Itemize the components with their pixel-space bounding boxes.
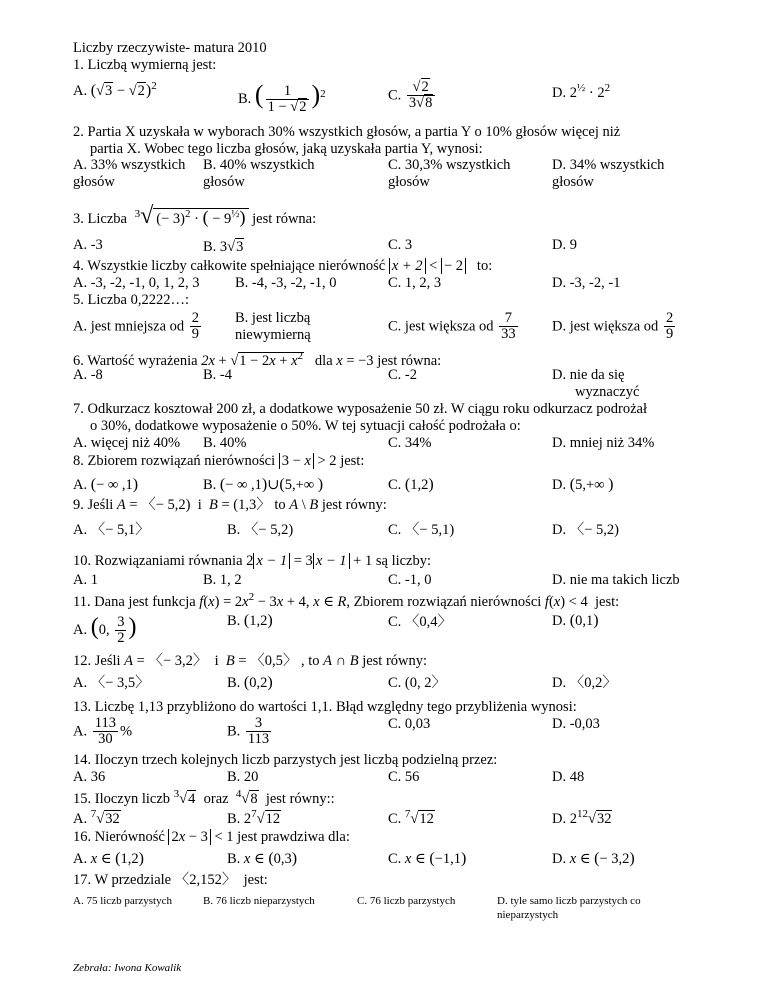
q5-option-c: C. jest większa od $\frac{7}{33}$ (388, 310, 516, 343)
q10-option-a: A. 1 (73, 572, 98, 588)
page-title: Liczby rzeczywiste- matura 2010 (73, 40, 267, 56)
q9-option-b: B. 〈− 5,2) (227, 522, 294, 538)
q15-stem: 15. Iloczyn liczb $^3$√4 oraz $^4$√8 jest równy:: (73, 788, 335, 807)
q3-option-c: C. 3 (388, 237, 413, 253)
q11-stem: 11. Dana jest funkcja $f(x) = 2x^2 - 3x + 4$, x ∈ R, Zbiorem rozwiązań nierówności f(x) < 4 jest: (73, 591, 620, 610)
q4-option-d: D. -3, -2, -1 (552, 275, 621, 291)
q7-option-b: B. 40% (203, 435, 247, 451)
q6-option-a: A. -8 (73, 367, 103, 383)
q7-option-d: D. mniej niż 34% (552, 435, 655, 451)
q9-stem: 9. Jeśli A = 〈− 5,2) i B = (1,3〉 to A \ B jest równy: (73, 497, 387, 513)
q7-option-a: A. więcej niż 40% (73, 435, 181, 451)
q14-option-d: D. 48 (552, 769, 585, 785)
q17-option-b: B. 76 liczb nieparzystych (203, 895, 315, 907)
q2-option-c-tail: głosów (388, 174, 430, 190)
q16-option-a: A. x ∈ (1,2) (73, 850, 144, 867)
q3-option-d: D. 9 (552, 237, 577, 253)
q6-option-b: B. -4 (203, 367, 232, 383)
q7-stem-2: o 30%, dodatkowe wyposażenie o 50%. W tej sytuacji całość podrożała o: (90, 418, 521, 434)
q8-option-c: C. (1,2) (388, 476, 434, 493)
q2-stem-1: 2. Partia X uzyskała w wyborach 30% wszystkich głosów, a partia Y o 10% głosów więcej niż (73, 124, 621, 140)
q12-option-c: C. (0, 2〉 (388, 675, 446, 691)
q5-option-d: D. jest większa od $\frac{2}{9}$ (552, 310, 674, 343)
q8-stem: 8. Zbiorem rozwiązań nierówności 3 − x > 2 jest: (73, 453, 365, 469)
q2-option-a: A. 33% wszystkich (73, 157, 186, 173)
q14-stem: 14. Iloczyn trzech kolejnych liczb parzystych jest liczbą podzielną przez: (73, 752, 498, 768)
author-footer: Zebrała: Iwona Kowalik (73, 962, 182, 974)
q10-option-b: B. 1, 2 (203, 572, 242, 588)
q1-option-b: B. ( $\frac{1}{1 - √2}$ )$^2$ (238, 80, 326, 115)
q13-option-d: D. -0,03 (552, 716, 600, 732)
q17-option-a: A. 75 liczb parzystych (73, 895, 172, 907)
q11-option-c: C. 〈0,4〉 (388, 614, 453, 630)
q17-option-c: C. 76 liczb parzystych (357, 895, 456, 907)
q6-stem: 6. Wartość wyrażenia $2x + √1 - 2x + x^2$ dla x = −3 jest równa: (73, 350, 442, 369)
q12-stem: 12. Jeśli A = 〈− 3,2〉 i B = 〈0,5〉 , to A ∩ B jest równy: (73, 653, 428, 669)
q10-option-d: D. nie ma takich liczb (552, 572, 680, 588)
q9-option-c: C. 〈− 5,1) (388, 522, 455, 538)
q1-option-d: D. $2^{\frac{1}{2}} \cdot 2^2$ (552, 82, 611, 101)
q11-option-d: D. (0,1) (552, 612, 599, 629)
q5-option-b-1: B. jest liczbą (235, 310, 311, 326)
q16-stem: 16. Nierówność 2x − 3 < 1 jest prawdziwa dla: (73, 829, 350, 845)
q3-stem: 3. Liczba $^3$√ (− 3)$^2$ · ( − $9^{\frac{1}{2}}$) jest równa: (73, 203, 317, 229)
q4-option-b: B. -4, -3, -2, -1, 0 (235, 275, 337, 291)
q15-option-b: B. $2^7√12$ (227, 808, 281, 827)
q12-option-d: D. 〈0,2〉 (552, 675, 617, 691)
q13-stem: 13. Liczbę 1,13 przybliżono do wartości 1,1. Błąd względny tego przybliżenia wynosi: (73, 699, 577, 715)
q4-option-c: C. 1, 2, 3 (388, 275, 442, 291)
q8-option-d: D. (5,+∞ ) (552, 476, 614, 493)
q8-option-a: A. (− ∞ ,1) (73, 476, 139, 493)
q3-option-b: B. 3√3 (203, 239, 244, 255)
q17-option-d-1: D. tyle samo liczb parzystych co (497, 895, 641, 907)
q17-stem: 17. W przedziale 〈2,152〉 jest: (73, 872, 268, 888)
q14-option-a: A. 36 (73, 769, 106, 785)
q16-option-b: B. x ∈ (0,3) (227, 850, 298, 867)
q2-option-c: C. 30,3% wszystkich (388, 157, 511, 173)
q10-option-c: C. -1, 0 (388, 572, 432, 588)
q2-option-d-tail: głosów (552, 174, 594, 190)
q3-option-a: A. -3 (73, 237, 103, 253)
q10-stem: 10. Rozwiązaniami równania 2 x − 1 = 3 x − 1 + 1 są liczby: (73, 553, 432, 569)
q2-option-b-tail: głosów (203, 174, 245, 190)
q14-option-b: B. 20 (227, 769, 259, 785)
q9-option-d: D. 〈− 5,2) (552, 522, 619, 538)
q4-stem: 4. Wszystkie liczby całkowite spełniające nierówność x + 2 < − 2 to: (73, 258, 493, 274)
q8-option-b: B. (− ∞ ,1)∪(5,+∞ ) (203, 476, 324, 493)
q16-option-c: C. x ∈ (−1,1) (388, 850, 467, 867)
q17-option-d-2: nieparzystych (497, 909, 559, 921)
q15-option-c: C. $^7$√12 (388, 808, 434, 827)
q11-option-a: A. (0, $\frac{3}{2}$ ) (73, 613, 137, 646)
q2-option-d: D. 34% wszystkich (552, 157, 665, 173)
q1-option-c: C. $\frac{√2}{3√8}$ (388, 80, 437, 112)
q12-option-a: A. 〈− 3,5〉 (73, 675, 150, 691)
q14-option-c: C. 56 (388, 769, 420, 785)
q6-option-c: C. -2 (388, 367, 417, 383)
q6-option-d-2: wyznaczyć (575, 384, 640, 400)
q7-stem-1: 7. Odkurzacz kosztował 200 zł, a dodatkowe wyposażenie 50 zł. W ciągu roku odkurzacz podrożał (73, 401, 648, 417)
q13-option-c: C. 0,03 (388, 716, 431, 732)
q2-stem-2: partia X. Wobec tego liczba głosów, jaką uzyskała partia Y, wynosi: (90, 141, 483, 157)
q5-stem: 5. Liczba 0,2222…: (73, 292, 189, 308)
q2-option-a-tail: głosów (73, 174, 115, 190)
q15-option-d: D. $2^{12}√32$ (552, 808, 612, 827)
q9-option-a: A. 〈− 5,1〉 (73, 522, 150, 538)
q13-option-a: A. $\frac{113}{30}$ % (73, 715, 133, 748)
q16-option-d: D. x ∈ (− 3,2) (552, 850, 635, 867)
q4-option-a: A. -3, -2, -1, 0, 1, 2, 3 (73, 275, 200, 291)
q5-option-b-2: niewymierną (235, 327, 311, 343)
q13-option-b: B. $\frac{3}{113}$ (227, 715, 270, 748)
q12-option-b: B. (0,2) (227, 674, 273, 691)
q5-option-a: A. jest mniejsza od $\frac{2}{9}$ (73, 310, 200, 343)
q6-option-d-1: D. nie da się (552, 367, 625, 383)
q1-stem: 1. Liczbą wymierną jest: (73, 57, 217, 73)
q15-option-a: A. $^7$√32 (73, 808, 120, 827)
q7-option-c: C. 34% (388, 435, 432, 451)
q11-option-b: B. (1,2) (227, 612, 273, 629)
q2-option-b: B. 40% wszystkich (203, 157, 315, 173)
q1-option-a: A. $(√3 - √2)^2$ (73, 80, 157, 99)
